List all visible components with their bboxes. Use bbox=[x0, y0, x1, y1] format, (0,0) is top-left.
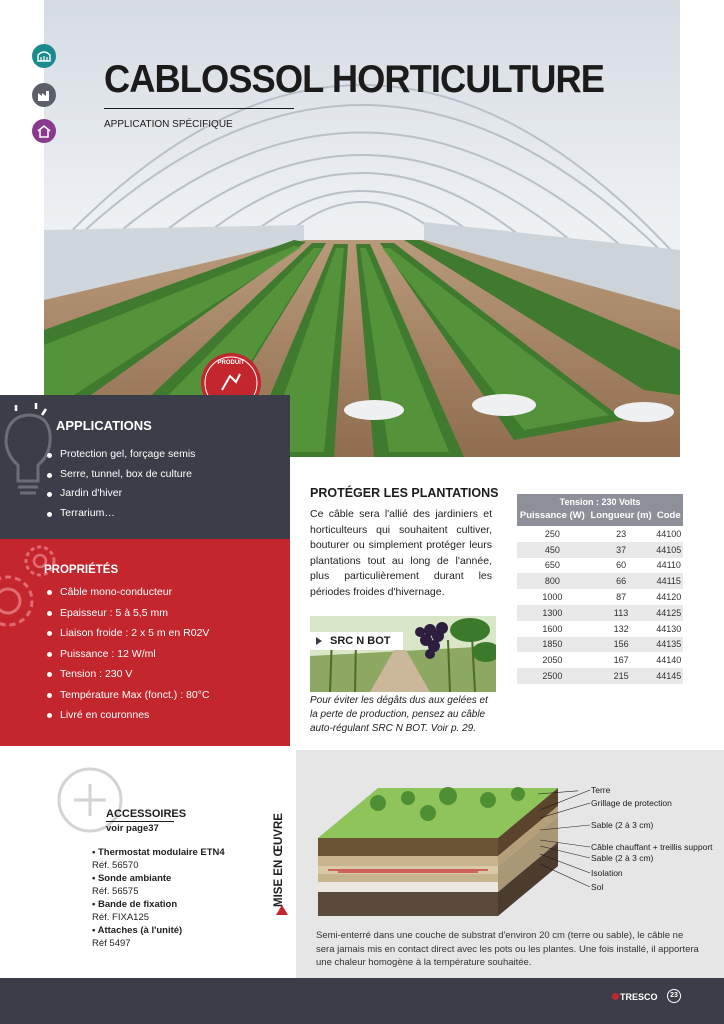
accessory-ref: Réf. FIXA125 bbox=[92, 912, 150, 923]
list-item: Tension : 230 V bbox=[46, 664, 210, 685]
table-cell: 250 bbox=[517, 526, 588, 542]
brand-logo-icon bbox=[612, 993, 619, 1000]
table-cell: 1000 bbox=[517, 589, 588, 605]
applications-title: APPLICATIONS bbox=[56, 418, 152, 433]
table-cell: 23 bbox=[588, 526, 655, 542]
table-cell: 44135 bbox=[655, 637, 683, 653]
table-cell: 132 bbox=[588, 621, 655, 637]
accessories-subtitle: voir page37 bbox=[106, 823, 159, 834]
table-cell: 1850 bbox=[517, 637, 588, 653]
table-cell: 1300 bbox=[517, 605, 588, 621]
accessory-name: • Attaches (à l'unité) bbox=[92, 925, 183, 936]
table-cell: 44145 bbox=[655, 668, 683, 684]
page-subtitle: APPLICATION SPÉCIFIQUE bbox=[104, 119, 233, 130]
table-row bbox=[517, 558, 683, 574]
list-item: Jardin d'hiver bbox=[46, 484, 195, 504]
table-row bbox=[517, 526, 683, 542]
column-header: Code bbox=[655, 508, 683, 526]
accessory-ref: Réf. 56570 bbox=[92, 860, 139, 871]
list-item: Epaisseur : 5 à 5,5 mm bbox=[46, 603, 210, 624]
power-table bbox=[517, 494, 683, 684]
table-row bbox=[517, 621, 683, 637]
table-tension-header: Tension : 230 Volts bbox=[517, 494, 683, 508]
table-cell: 1600 bbox=[517, 621, 588, 637]
accessory-name: • Bande de fixation bbox=[92, 899, 178, 910]
table-cell: 44130 bbox=[655, 621, 683, 637]
list-item: Serre, tunnel, box de culture bbox=[46, 465, 195, 485]
layer-label: Terre bbox=[591, 785, 611, 795]
house-icon bbox=[32, 119, 56, 143]
properties-title: PROPRIÉTÉS bbox=[44, 564, 119, 576]
table-row bbox=[517, 542, 683, 558]
title-underline bbox=[104, 108, 294, 109]
accessories-underline bbox=[106, 821, 174, 822]
list-item: Câble mono-conducteur bbox=[46, 582, 210, 603]
column-header: Puissance (W) bbox=[517, 508, 588, 526]
table-cell: 44140 bbox=[655, 652, 683, 668]
section-text: Ce câble sera l'allié des jardiniers et horticulteurs qui souhaitent cultiver, bouturer ou simplement protéger leurs plantations tout au long de l'année, plus particulièrement durant les périodes froides d'hivernage. bbox=[310, 508, 492, 598]
installation-text: Semi-enterré dans une couche de substrat d'environ 20 cm (terre ou sable), le câble ne sera jamais mis en contact direct avec les pots ou les plantes. Une fois installé, il apportera une chaleur homogène à la température souhaitée. bbox=[316, 930, 699, 968]
layer-label: Sol bbox=[591, 882, 604, 892]
page-number: 23 bbox=[667, 989, 681, 1003]
table-row bbox=[517, 668, 683, 684]
table-cell: 800 bbox=[517, 573, 588, 589]
table-cell: 2050 bbox=[517, 652, 588, 668]
list-item: Puissance : 12 W/ml bbox=[46, 644, 210, 665]
layer-label: Isolation bbox=[591, 868, 623, 878]
table-cell: 650 bbox=[517, 558, 588, 574]
badge-text: PRODUIT bbox=[217, 360, 245, 366]
accessories-list bbox=[92, 846, 225, 950]
product-link-label[interactable]: SRC N BOT bbox=[310, 632, 403, 650]
table-cell: 113 bbox=[588, 605, 655, 621]
accessory-name: • Thermostat modulaire ETN4 bbox=[92, 847, 225, 858]
layer-label: Sable (2 à 3 cm) bbox=[591, 853, 654, 863]
soil-layers-diagram bbox=[308, 758, 578, 918]
arrow-right-icon bbox=[316, 637, 322, 645]
layer-label: Sable (2 à 3 cm) bbox=[591, 820, 654, 830]
accessory-ref: Réf. 56575 bbox=[92, 886, 139, 897]
accessory-name: • Sonde ambiante bbox=[92, 873, 172, 884]
table-cell: 44105 bbox=[655, 542, 683, 558]
footer-bar bbox=[0, 978, 724, 1024]
list-item: Liaison froide : 2 x 5 m en R02V bbox=[46, 623, 210, 644]
table-cell: 60 bbox=[588, 558, 655, 574]
table-cell: 66 bbox=[588, 573, 655, 589]
factory-icon bbox=[32, 83, 56, 107]
installation-label: MISE EN ŒUVRE bbox=[273, 813, 285, 907]
table-cell: 156 bbox=[588, 637, 655, 653]
column-header: Longueur (m) bbox=[588, 508, 655, 526]
accessory-ref: Réf 5497 bbox=[92, 938, 131, 949]
product-note: Pour éviter les dégâts dus aux gelées et la perte de production, pensez au câble auto-régulant SRC N BOT. Voir p. 29. bbox=[310, 695, 488, 734]
table-cell: 44120 bbox=[655, 589, 683, 605]
properties-panel bbox=[0, 539, 290, 746]
table-cell: 450 bbox=[517, 542, 588, 558]
table-cell: 44115 bbox=[655, 573, 683, 589]
table-cell: 215 bbox=[588, 668, 655, 684]
applications-panel bbox=[0, 395, 290, 539]
table-row bbox=[517, 637, 683, 653]
brand-name: TRESCO bbox=[620, 992, 658, 1002]
applications-list bbox=[46, 445, 195, 523]
greenhouse-icon bbox=[32, 44, 56, 68]
table-cell: 44125 bbox=[655, 605, 683, 621]
leader-lines bbox=[540, 780, 596, 890]
table-cell: 167 bbox=[588, 652, 655, 668]
table-cell: 2500 bbox=[517, 668, 588, 684]
table-cell: 44110 bbox=[655, 558, 683, 574]
list-item: Livré en couronnes bbox=[46, 705, 210, 726]
page-title: CABLOSSOL HORTICULTURE bbox=[104, 58, 605, 101]
table-row bbox=[517, 589, 683, 605]
list-item: Protection gel, forçage semis bbox=[46, 445, 195, 465]
table-row bbox=[517, 573, 683, 589]
table-cell: 44100 bbox=[655, 526, 683, 542]
properties-list bbox=[46, 582, 210, 726]
layer-label: Grillage de protection bbox=[591, 798, 672, 808]
table-cell: 87 bbox=[588, 589, 655, 605]
table-cell: 37 bbox=[588, 542, 655, 558]
table-row bbox=[517, 652, 683, 668]
vineyard-photo bbox=[310, 616, 496, 692]
section-title: PROTÉGER LES PLANTATIONS bbox=[310, 486, 499, 500]
layer-label: Câble chauffant + treillis support bbox=[591, 842, 713, 852]
list-item: Température Max (fonct.) : 80°C bbox=[46, 685, 210, 706]
list-item: Terrarium… bbox=[46, 504, 195, 524]
table-row bbox=[517, 605, 683, 621]
accessories-title: ACCESSOIRES bbox=[106, 808, 187, 820]
